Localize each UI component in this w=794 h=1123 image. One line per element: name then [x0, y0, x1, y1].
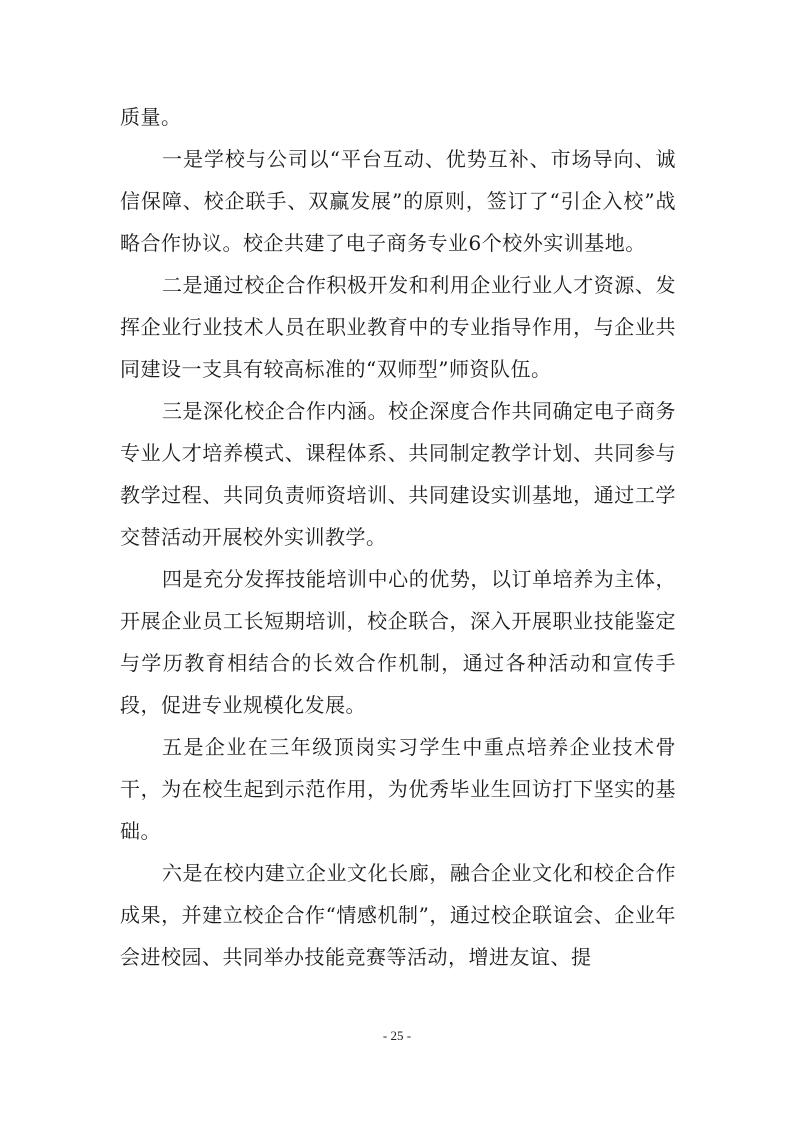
- page-number: - 25 -: [382, 1028, 412, 1043]
- paragraph-continuation: 质量。: [120, 105, 182, 129]
- paragraph-item-4: 四是充分发挥技能培训中心的优势，以订单培养为主体，开展企业员工长短期培训，校企联合，深入开展职业技能鉴定与学历教育相结合的长效合作机制，通过各种活动和宣传手段，促进专业规模化发展。: [120, 567, 676, 717]
- paragraph-item-1: 一是学校与公司以“平台互动、优势互补、市场导向、诚信保障、校企联手、双赢发展”的原则，签订了“引企入校”战略合作协议。校企共建了电子商务专业6个校外实训基地。: [120, 147, 676, 255]
- document-body: [120, 96, 676, 978]
- paragraph-item-6: 六是在校内建立企业文化长廊，融合企业文化和校企合作成果，并建立校企合作“情感机制”，通过校企联谊会、企业年会进校园、共同举办技能竞赛等活动，增进友谊、提: [120, 861, 676, 969]
- paragraph-item-5: 五是企业在三年级顶岗实习学生中重点培养企业技术骨干，为在校生起到示范作用，为优秀毕业生回访打下坚实的基础。: [120, 735, 676, 843]
- paragraph-item-2: 二是通过校企合作积极开发和利用企业行业人才资源、发挥企业行业技术人员在职业教育中的专业指导作用，与企业共同建设一支具有较高标准的“双师型”师资队伍。: [120, 273, 676, 381]
- paragraph-item-3: 三是深化校企合作内涵。校企深度合作共同确定电子商务专业人才培养模式、课程体系、共同制定教学计划、共同参与教学过程、共同负责师资培训、共同建设实训基地，通过工学交替活动开展校外实训教学。: [120, 399, 676, 549]
